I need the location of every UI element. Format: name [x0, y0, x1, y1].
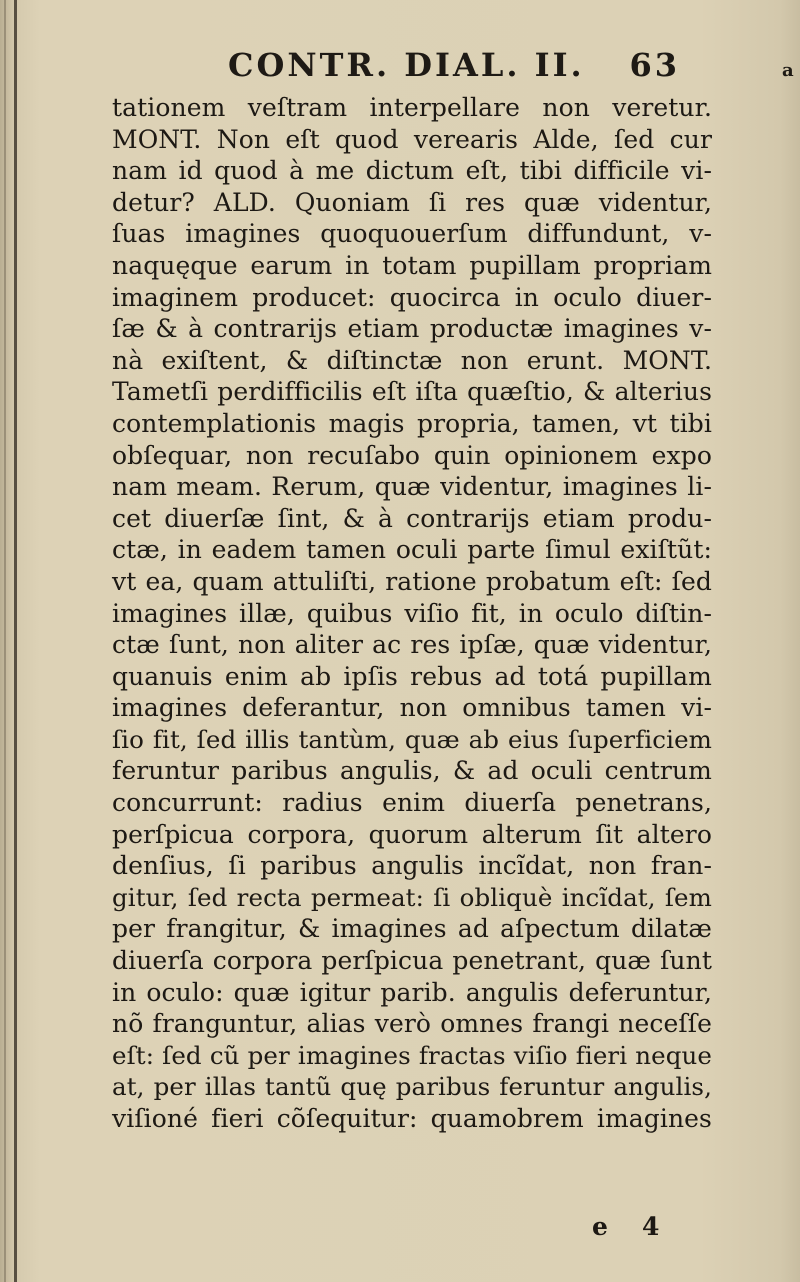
text-line: obſequar, non recuſabo quin opinionem expo [112, 440, 712, 470]
running-header [228, 46, 698, 90]
text-line: per frangitur, & imagines ad aſpectum dilatæ [112, 914, 712, 944]
signature-mark: e [592, 1212, 608, 1241]
text-line: Tametſi perdifficilis eſt iſta quæſtio, & alterius [112, 377, 712, 407]
text-line: ctæ ſunt, non aliter ac res ipſæ, quæ videntur, [112, 630, 712, 660]
catchword: 4 [642, 1212, 660, 1241]
text-line: nà exiſtent, & diſtinctæ non erunt. MONT. [112, 345, 712, 375]
text-line: detur? ALD. Quoniam ſi res quæ videntur, [112, 187, 712, 217]
body-text [112, 92, 712, 1135]
gutter-shadow [4, 0, 6, 1282]
text-line: nam id quod à me dictum eſt, tibi difficile vi- [112, 156, 712, 186]
text-line: imaginem producet: quocirca in oculo diuer- [112, 282, 712, 312]
page-number: 63 [629, 46, 680, 84]
text-line: eſt: ſed cũ per imagines fractas viſio fieri neque [112, 1040, 712, 1070]
text-line: concurrunt: radius enim diuerſa penetrans, [112, 788, 712, 818]
text-line: viſioné fieri cõſequitur: quamobrem imagines [112, 1104, 712, 1133]
text-line: nam meam. Rerum, quæ videntur, imagines li- [112, 472, 712, 502]
text-line: tationem veſtram interpellare non veretur. [112, 93, 712, 122]
catchword-line [592, 1212, 712, 1248]
text-line: ſæ & à contrarijs etiam productæ imagines v- [112, 314, 712, 344]
text-line: in oculo: quæ igitur parib. angulis deferuntur, [112, 977, 712, 1007]
text-line: contemplationis magis propria, tamen, vt tibi [112, 408, 712, 438]
text-line: imagines illæ, quibus viſio fit, in oculo diſtin- [112, 598, 712, 628]
gutter-binding-line [14, 0, 17, 1282]
text-line: quanuis enim ab ipſis rebus ad totá pupillam [112, 661, 712, 691]
running-title: CONTR. DIAL. II. [228, 46, 585, 84]
text-line: gitur, ſed recta permeat: ſi obliquè incĩdat, ſem [112, 882, 712, 912]
text-line: nõ franguntur, alias verò omnes frangi neceſſe [112, 1009, 712, 1039]
text-line: diuerſa corpora perſpicua penetrant, quæ ſunt [112, 946, 712, 976]
text-line: at, per illas tantũ quę paribus feruntur angulis, [112, 1072, 712, 1102]
margin-mark: a [782, 60, 794, 81]
text-line: naquęque earum in totam pupillam propriam [112, 250, 712, 280]
text-line: denſius, ſi paribus angulis incĩdat, non fran- [112, 851, 712, 881]
text-line: imagines deferantur, non omnibus tamen vi- [112, 693, 712, 723]
text-line: ctæ, in eadem tamen oculi parte ſimul exiſtũt: [112, 535, 712, 565]
text-line: feruntur paribus angulis, & ad oculi centrum [112, 756, 712, 786]
text-line: vt ea, quam attuliſti, ratione probatum eſt: ſed [112, 566, 712, 596]
text-line: MONT. Non eſt quod verearis Alde, ſed cur [112, 124, 712, 154]
text-line: ſuas imagines quoquouerſum diffundunt, v- [112, 219, 712, 249]
text-line: cet diuerſæ ſint, & à contrarijs etiam produ- [112, 503, 712, 533]
text-line: perſpicua corpora, quorum alterum ſit altero [112, 819, 712, 849]
text-line: ſio fit, ſed illis tantùm, quæ ab eius ſuperficiem [112, 724, 712, 754]
